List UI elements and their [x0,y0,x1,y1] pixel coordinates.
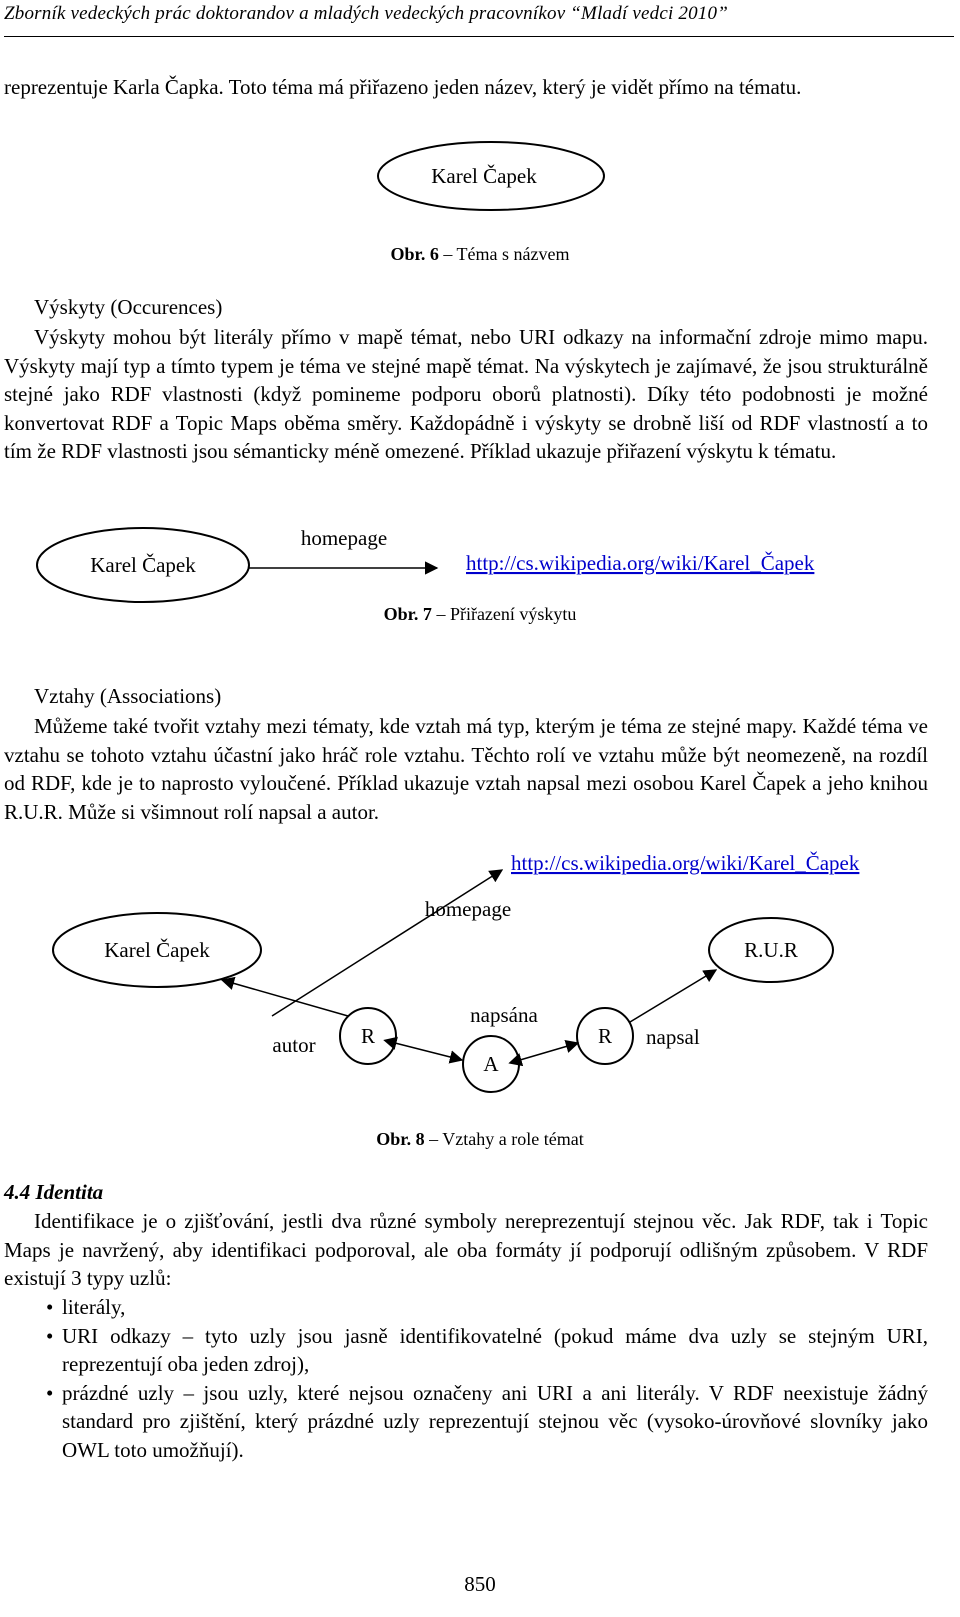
role-autor-label: autor [272,1033,316,1057]
topic-node-karel-label: Karel Čapek [104,938,210,962]
figure-8-caption-text: – Vztahy a role témat [424,1129,584,1149]
figure-6-caption-text: – Téma s názvem [438,244,570,264]
list-item [4,1379,928,1465]
intro-paragraph: reprezentuje Karla Čapka. Toto téma má přiřazeno jeden název, který je vidět přímo na tématu. [4,75,802,99]
associations-title: Vztahy (Associations) [34,684,222,708]
role-left-to-karel-arrow [222,980,348,1016]
section-heading: 4.4 Identita [4,1180,104,1204]
occurrence-link[interactable]: http://cs.wikipedia.org/wiki/Karel_Čapek [466,551,815,575]
figure-8-caption-num: Obr. 8 [376,1129,425,1149]
associations-paragraph: Můžeme také tvořit vztahy mezi tématy, kde vztah má typ, kterým je téma ze stejné mapy. Každé téma ve vztahu se tohoto vztahu účastní jako hráč role vztahu. Těchto rolí ve vztahu může být neomezeně, na rozdíl od RDF, kde je to naprosto vyloučené. Příklad ukazuje vztah napsal mezi osobou Karel Čapek a jeho knihou R.U.R. Může si všimnout rolí napsal a autor. [4,714,928,824]
figure-7-caption-text: – Přiřazení výskytu [431,604,577,624]
list-item-text: prázdné uzly – jsou uzly, které nejsou označeny ani URI a ani literály. V RDF neexistuje žádný standard pro zjištění, který prázdné uzly reprezentují stejnou věc (vysoko-úrovňové slovníky jako OWL toto umožňují). [62,1380,928,1462]
role-right-association-arrow [520,1043,578,1060]
figure-8 [0,840,960,1100]
topic-node-karel-label: Karel Čapek [90,553,196,577]
bullet-icon: • [46,1323,54,1348]
page-number: 850 [464,1572,496,1596]
role-napsal-label: napsal [646,1025,700,1049]
figure-7-caption-num: Obr. 7 [383,604,432,624]
figure-7-caption [0,604,960,625]
list-item-text: literály, [62,1295,126,1319]
role-right-to-rur-arrow [630,970,716,1022]
topic-node-rur-label: R.U.R [744,938,798,962]
association-node-label: A [483,1052,499,1076]
figure-6-caption-num: Obr. 6 [390,244,439,264]
association-link[interactable]: http://cs.wikipedia.org/wiki/Karel_Čapek [511,851,860,875]
list-item-text: URI odkazy – tyto uzly jsou jasně identifikovatelné (pokud máme dva uzly se stejným URI, reprezentují oba jeden zdroj), [62,1323,928,1377]
role-node-right-label: R [597,1024,613,1048]
running-header [4,0,954,37]
figure-6-caption [0,244,960,265]
bullet-icon: • [46,1380,54,1405]
topic-node-karel-label: Karel Čapek [431,164,537,188]
homepage-label: homepage [424,897,512,921]
figure-7 [0,515,960,610]
occurrences-title: Výskyty (Occurences) [34,295,223,319]
occurrence-type-label: homepage [300,526,388,550]
identity-paragraph: Identifikace je o zjišťování, jestli dva různé symboly nereprezentují stejnou věc. Jak RDF, tak i Topic Maps je navržený, aby identifikaci podporoval, ale oba formáty jí podporují odlišným způsobem. V RDF existují 3 typy uzlů: [4,1209,928,1291]
running-header-text: Zborník vedeckých prác doktorandov a mladých vedeckých pracovníkov “Mladí vedci 2010” [4,3,728,24]
bullet-icon: • [46,1295,54,1319]
list-item [4,1322,928,1379]
association-type-label: napsána [470,1003,538,1027]
node-types-list [4,1293,928,1465]
occurrences-paragraph: Výskyty mohou být literály přímo v mapě témat, nebo URI odkazy na informační zdroje mimo mapu. Výskyty mají typ a tímto typem je téma ve stejné mapě témat. Na výskytech je zajímavé, že jsou strukturálně stejné jako RDF vlastnosti (když pomineme podporu oborů platnosti). Díky této podobnosti je možné konvertovat RDF a Topic Maps oběma směry. Každopádně i výskyty se drobně liší od RDF vlastností a to tím že RDF vlastnosti jsou sémanticky méně omezené. Příklad ukazuje přiřazení výskytu k tématu. [4,325,928,464]
list-item [4,1293,928,1322]
role-node-left-label: R [360,1024,376,1048]
role-left-association-arrow [395,1043,462,1060]
homepage-arrow [272,870,502,1016]
figure-6 [0,140,960,220]
figure-8-caption [0,1129,960,1150]
